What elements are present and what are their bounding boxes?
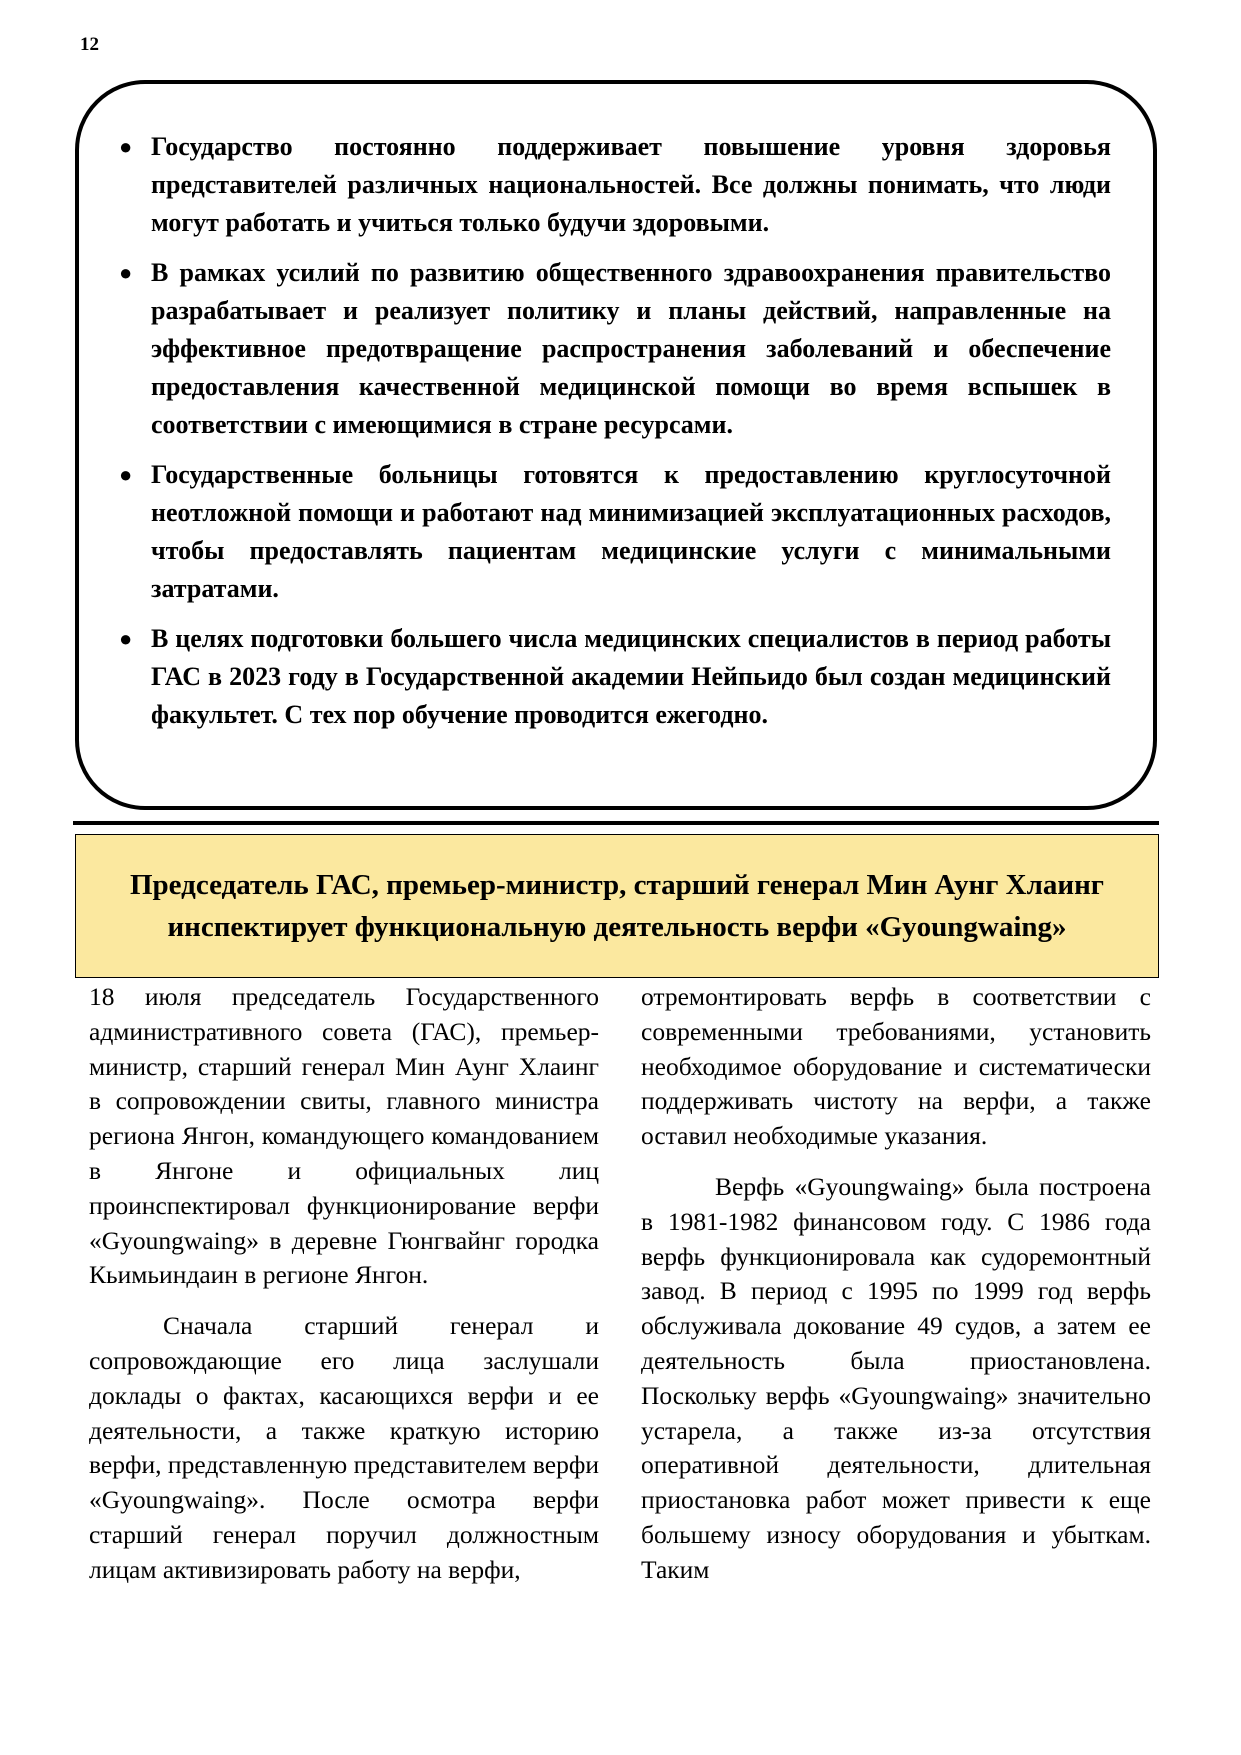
key-point-item [107,254,1111,444]
key-point-text: В целях подготовки большего числа медицинских специалистов в период работы ГАС в 2023 году в Государственной академии Нейпьидо был создан медицинский факультет. С тех пор обучение проводится ежегодно. [151,624,1111,729]
bullet-icon: ● [119,260,133,285]
key-points-list [107,128,1111,734]
key-point-text: В рамках усилий по развитию общественного здравоохранения правительство разрабатывает и реализует политику и планы действий, направленные на эффективное предотвращение распространения заболеваний и обеспечение предоставления качественной медицинской помощи во время вспышек в соответствии с имеющимися в стране ресурсами. [151,258,1111,439]
article-column-right [641,980,1151,1604]
headline-banner [75,834,1159,978]
bullet-icon: ● [119,626,133,651]
article-paragraph: отремонтировать верфь в соответствии с современными требованиями, установить необходимое оборудование и систематически поддерживать чистоту на верфи, а также оставил необходимые указания. [641,982,1151,1151]
key-point-item [107,456,1111,608]
key-point-text: Государство постоянно поддерживает повышение уровня здоровья представителей различных национальностей. Все должны понимать, что люди могут работать и учиться только будучи здоровыми. [151,132,1111,237]
article-paragraph: Сначала старший генерал и сопровождающие его лица заслушали доклады о фактах, касающихся верфи и ее деятельности, а также краткую историю верфи, представленную представителем верфи «Gyoungwaing». После осмотра верфи старший генерал поручил должностным лицам активизировать работу на верфи, [89,1311,599,1584]
article-paragraph: 18 июля председатель Государственного административного совета (ГАС), премьер-министр, старший генерал Мин Аунг Хлаинг в сопровождении свиты, главного министра региона Янгон, командующего командованием в Янгоне и официальных лиц проинспектировал функционирование верфи «Gyoungwaing» в деревне Гюнгвайнг городка Кьимьиндаин в регионе Янгон. [89,982,599,1290]
bullet-icon: ● [119,134,133,159]
key-points-box [75,80,1157,810]
article-column-left [89,980,599,1604]
key-point-text: Государственные больницы готовятся к предоставлению круглосуточной неотложной помощи и работают над минимизацией эксплуатационных расходов, чтобы предоставлять пациентам медицинские услуги с минимальными затратами. [151,460,1111,603]
page-number: 12 [80,34,99,55]
article-headline: Председатель ГАС, премьер-министр, старший генерал Мин Аунг Хлаинг инспектирует функциональную деятельность верфи «Gyoungwaing» [130,869,1104,943]
section-divider [73,821,1159,825]
key-point-item [107,620,1111,734]
bullet-icon: ● [119,462,133,487]
key-point-item [107,128,1111,242]
article-paragraph: Верфь «Gyoungwaing» была построена в 1981-1982 финансовом году. С 1986 года верфь функционировала как судоремонтный завод. В период с 1995 по 1999 год верфь обслуживала докование 49 судов, а затем ее деятельность была приостановлена. Поскольку верфь «Gyoungwaing» значительно устарела, а также из-за отсутствия оперативной деятельности, длительная приостановка работ может привести к еще большему износу оборудования и убыткам. Таким [641,1171,1151,1584]
